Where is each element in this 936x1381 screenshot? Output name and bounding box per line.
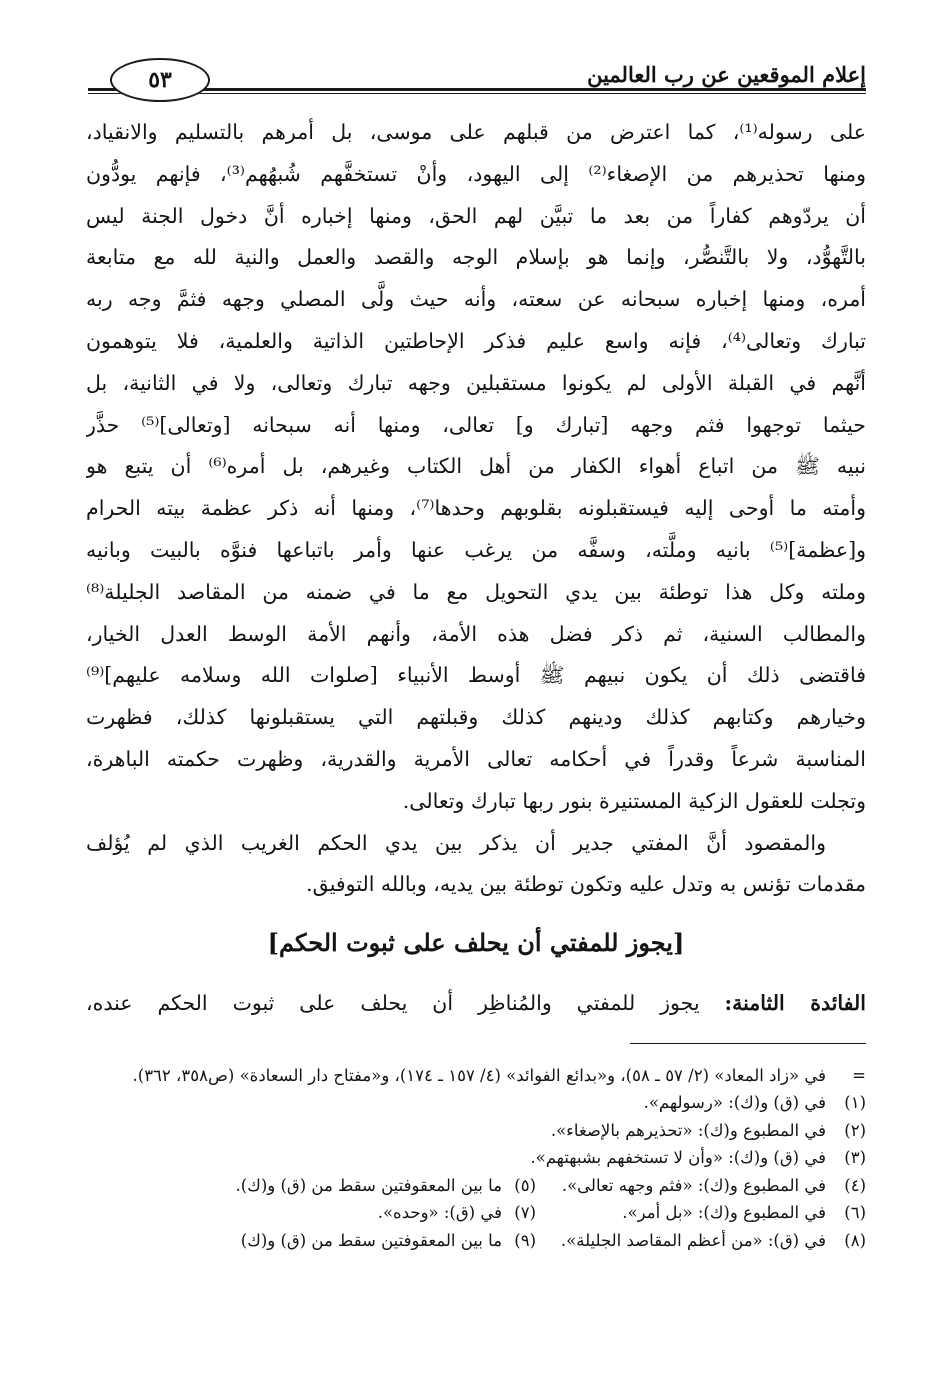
- text-line: مقدمات تؤنس به وتدل عليه وتكون توطئة بين يديه، وبالله التوفيق.: [306, 872, 866, 897]
- footnote-text: ما بين المعقوفتين سقط من (ق) و(ك): [240, 1230, 502, 1250]
- footnote-pair: [86, 1172, 866, 1200]
- footnote-number: (٣): [844, 1148, 866, 1167]
- footnote-number: (٨): [844, 1230, 866, 1250]
- book-title: إعلام الموقعين عن رب العالمين: [587, 62, 866, 87]
- footnote-number: (٢): [844, 1120, 866, 1140]
- text-line: فاقتضى ذلك أن يكون نبيهم ﷺ أوسط الأنبياء [صلوات الله وسلامه عليهم]⁽⁹⁾: [86, 663, 866, 688]
- footnote-number: (٥): [514, 1175, 536, 1195]
- footnote-text: في المطبوع و(ك): «تحذيرهم بالإصغاء».: [550, 1120, 826, 1140]
- text-line: والمطالب السنية، ثم ذكر فضل هذه الأمة، وأنهم الأمة الوسط العدل الخيار،: [86, 621, 866, 646]
- footnote-number: (٩): [514, 1230, 536, 1250]
- footnote-text: ما بين المعقوفتين سقط من (ق) و(ك).: [235, 1175, 502, 1195]
- text-line: نبيه ﷺ من اتباع أهواء الكفار من أهل الكتاب وغيرهم، بل أمره⁽⁶⁾ أن يتبع هو: [86, 454, 866, 479]
- footnote-continuation: [86, 1062, 866, 1089]
- footnote: [86, 1089, 866, 1117]
- continuation-text: في «زاد المعاد» (٢/ ٥٧ ـ ٥٨)، و«بدائع الفوائد» (٤/ ١٥٧ ـ ١٧٤)، و«مفتاح دار السعادة» (ص٣٥٨، ٣٦٢).: [132, 1066, 826, 1085]
- footnote-pair: [86, 1227, 866, 1255]
- text-line: تبارك وتعالى⁽⁴⁾، فإنه واسع عليم فذكر الإحاطتين الذاتية والعلمية، فلا يتوهمون: [86, 328, 866, 353]
- footnote-text: في (ق) و(ك): «رسولهم».: [643, 1093, 826, 1112]
- page-number-oval: [110, 58, 210, 102]
- footnote-separator: [630, 1043, 866, 1044]
- footnote-text: في (ق) و(ك): «وأن لا تستخفهم بشبهتهم».: [530, 1148, 826, 1167]
- text-line: وخيارهم وكتابهم كذلك ودينهم كذلك وقبلتهم التي يستقبلونها كذلك، فظهرت: [86, 705, 866, 730]
- text-line: على رسوله⁽¹⁾، كما اعترض من قبلهم على موسى، بل أمرهم بالتسليم والانقياد،: [86, 120, 866, 144]
- footnote-number: (٤): [844, 1175, 866, 1195]
- footnote-pair: [86, 1199, 866, 1227]
- text-line: ومنها تحذيرهم من الإصغاء⁽²⁾ إلى اليهود، وأنْ تستخفَّهم شُبهُهم⁽³⁾، فإنهم يودُّون: [86, 161, 866, 186]
- text-line: و[عظمة]⁽⁵⁾ بانيه وملَّته، وسفَّه من يرغب عنها وأمر باتباعها فنوَّه بالبيت وبانيه: [86, 537, 866, 562]
- text-line: المناسبة شرعاً وقدراً في أحكامه تعالى الأمرية والقدرية، وظهرت حكمته الباهرة،: [86, 746, 866, 771]
- fawaid-label: الفائدة الثامنة:: [724, 991, 866, 1015]
- text-line: وتجلت للعقول الزكية المستنيرة بنور ربها تبارك وتعالى.: [402, 788, 866, 813]
- footnote: [86, 1117, 866, 1145]
- footnote: [86, 1144, 866, 1172]
- footnote-number: (٦): [844, 1203, 866, 1222]
- text-line: وأمته ما أوحى إليه فيستقبلونه بقلوبهم وحدها⁽⁷⁾، ومنها أنه ذكر عظمة بيته الحرام: [86, 496, 866, 521]
- footnote-text: في (ق): «وحده».: [377, 1203, 502, 1222]
- footnote-number: (٧): [514, 1203, 536, 1222]
- fawaid-paragraph: [86, 982, 866, 1024]
- footnote-number: (١): [844, 1093, 866, 1112]
- page-number: ٥٣: [148, 67, 172, 93]
- text-line: بالتَّهوُّد، ولا بالتَّنصُّر، وإنما هو بإسلام الوجه والقصد والعمل والنية لله مع متابعة: [86, 245, 866, 270]
- text-line: أنَّهم في القبلة الأولى لم يكونوا مستقبلين وجهه تبارك وتعالى، ولا في الثانية، بل: [86, 370, 866, 395]
- footnote-text: في (ق): «من أعظم المقاصد الجليلة».: [560, 1230, 826, 1250]
- text-line: والمقصود أنَّ المفتي جدير أن يذكر بين يدي الحكم الغريب الذي لم يُؤلف: [86, 830, 826, 855]
- footnote-text: في المطبوع و(ك): «فثم وجهه تعالى».: [561, 1175, 826, 1195]
- page-header: [88, 52, 866, 102]
- text-line: أن يردّوهم كفاراً من بعد ما تبيَّن لهم الحق، ومنها إخباره أنَّ دخول الجنة ليس: [86, 203, 866, 228]
- continuation-mark: =: [852, 1066, 866, 1085]
- text-line: أمره، ومنها إخباره سبحانه عن سعته، وأنه حيث ولَّى المصلي وجهه فثمَّ وجه ربه: [86, 287, 866, 312]
- text-line: حيثما توجهوا فثم وجهه [تبارك و] تعالى، ومنها أنه سبحانه [وتعالى]⁽⁵⁾ حذَّر: [86, 412, 866, 437]
- section-heading: [يجوز للمفتي أن يحلف على ثبوت الحكم]: [267, 928, 685, 957]
- body-text: [86, 112, 866, 906]
- footnote-text: في المطبوع و(ك): «بل أمر».: [622, 1203, 826, 1222]
- footnotes: [86, 1062, 866, 1254]
- header-rule-thin: [88, 93, 866, 94]
- fawaid-text: يجوز للمفتي والمُناظِر أن يحلف على ثبوت الحكم عنده،: [86, 991, 700, 1015]
- text-line: وملته وكل هذا توطئة بين يدي التحويل مع ما في ضمنه من المقاصد الجليلة⁽⁸⁾: [86, 579, 866, 604]
